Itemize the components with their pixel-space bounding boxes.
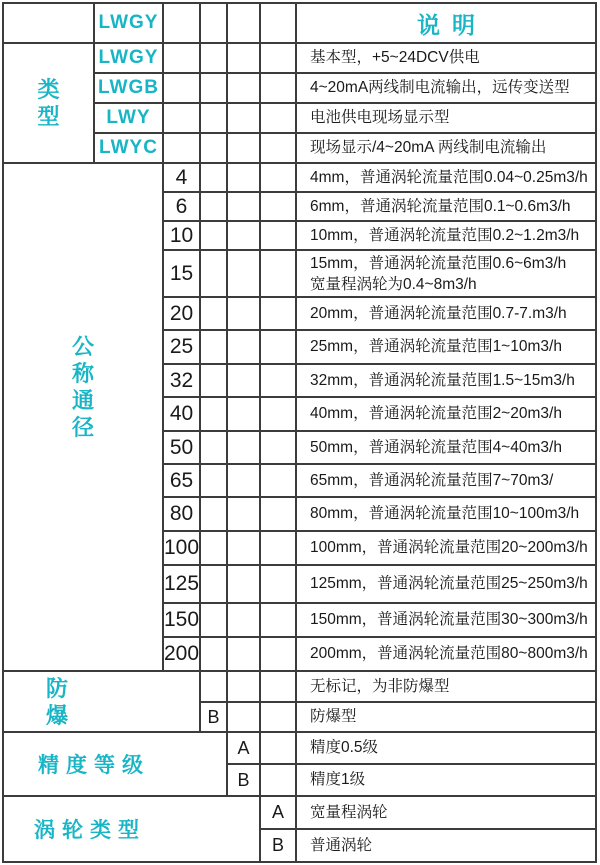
- empty-cell: [201, 164, 228, 193]
- empty-cell: [261, 638, 297, 672]
- empty-cell: [201, 398, 228, 432]
- accuracy-description: 精度1级: [297, 765, 595, 797]
- diameter-description: 32mm，普通涡轮流量范围1.5~15m3/h: [297, 365, 595, 398]
- type-code: LWGY: [95, 44, 164, 74]
- empty-cell: [164, 74, 201, 104]
- diameter-value: 100: [164, 532, 201, 566]
- empty-cell: [261, 193, 297, 222]
- empty-cell: [261, 331, 297, 365]
- empty-cell: [228, 365, 261, 398]
- empty-cell: [201, 44, 228, 74]
- empty-cell: [261, 703, 297, 733]
- explosion-code: [201, 672, 228, 703]
- section-label-turbine: [4, 797, 261, 861]
- empty-cell: [261, 251, 297, 298]
- empty-cell: [201, 331, 228, 365]
- type-description: 现场显示/4~20mA 两线制电流输出: [297, 134, 595, 164]
- type-description: 电池供电现场显示型: [297, 104, 595, 134]
- empty-cell: [201, 104, 228, 134]
- section-label-diameter-text: 公称通径: [71, 334, 94, 440]
- diameter-value: 10: [164, 222, 201, 251]
- turbine-code: B: [261, 830, 297, 861]
- empty-cell: [228, 672, 261, 703]
- empty-cell: [261, 765, 297, 797]
- empty-cell: [201, 365, 228, 398]
- empty-cell: [261, 164, 297, 193]
- accuracy-code: A: [228, 733, 261, 765]
- empty-cell: [228, 4, 261, 44]
- empty-cell: [164, 104, 201, 134]
- diameter-description: 150mm，普通涡轮流量范围30~300m3/h: [297, 604, 595, 638]
- empty-cell: [228, 432, 261, 465]
- empty-cell: [228, 703, 261, 733]
- empty-cell: [261, 74, 297, 104]
- type-code: LWYC: [95, 134, 164, 164]
- diameter-description: 50mm，普通涡轮流量范围4~40m3/h: [297, 432, 595, 465]
- empty-cell: [228, 604, 261, 638]
- empty-cell: [201, 134, 228, 164]
- diameter-value: 20: [164, 298, 201, 331]
- empty-cell: [228, 398, 261, 432]
- empty-cell: [261, 365, 297, 398]
- empty-cell: [228, 74, 261, 104]
- diameter-description-line2: 宽量程涡轮为0.4~8m3/h: [310, 275, 477, 293]
- type-code: LWGB: [95, 74, 164, 104]
- empty-cell: [228, 222, 261, 251]
- diameter-description: 10mm，普通涡轮流量范围0.2~1.2m3/h: [297, 222, 595, 251]
- turbine-description: 普通涡轮: [297, 830, 595, 861]
- empty-cell: [261, 532, 297, 566]
- empty-cell: [261, 398, 297, 432]
- empty-cell: [261, 498, 297, 532]
- empty-cell: [201, 222, 228, 251]
- turbine-description: 宽量程涡轮: [297, 797, 595, 830]
- section-label-explosion: [4, 672, 201, 733]
- diameter-value: 25: [164, 331, 201, 365]
- diameter-description: 65mm，普通涡轮流量范围7~70m3/: [297, 465, 595, 498]
- description-header: 说明: [297, 4, 595, 44]
- section-label-explosion-text: 防爆: [45, 675, 68, 728]
- empty-cell: [261, 222, 297, 251]
- diameter-description: 100mm，普通涡轮流量范围20~200m3/h: [297, 532, 595, 566]
- accuracy-description: 精度0.5级: [297, 733, 595, 765]
- empty-cell: [201, 566, 228, 604]
- empty-cell: [228, 251, 261, 298]
- empty-cell: [201, 4, 228, 44]
- type-description: 4~20mA两线制电流输出，远传变送型: [297, 74, 595, 104]
- empty-cell: [201, 532, 228, 566]
- empty-cell: [261, 566, 297, 604]
- type-description: 基本型，+5~24DCV供电: [297, 44, 595, 74]
- empty-cell: [201, 604, 228, 638]
- empty-cell: [164, 4, 201, 44]
- empty-cell: [261, 298, 297, 331]
- section-label-type: [4, 44, 95, 164]
- diameter-value: 6: [164, 193, 201, 222]
- diameter-description: 80mm，普通涡轮流量范围10~100m3/h: [297, 498, 595, 532]
- diameter-description: 6mm，普通涡轮流量范围0.1~0.6m3/h: [297, 193, 595, 222]
- empty-cell: [228, 298, 261, 331]
- empty-cell: [228, 164, 261, 193]
- diameter-value: 200: [164, 638, 201, 672]
- explosion-description: 防爆型: [297, 703, 595, 733]
- empty-cell: [228, 638, 261, 672]
- empty-cell: [261, 604, 297, 638]
- explosion-code: B: [201, 703, 228, 733]
- type-code: LWY: [95, 104, 164, 134]
- empty-cell: [201, 193, 228, 222]
- empty-cell: [261, 44, 297, 74]
- empty-cell: [261, 432, 297, 465]
- diameter-value: 32: [164, 365, 201, 398]
- section-label-type-text: 类型: [37, 77, 60, 129]
- empty-cell: [201, 251, 228, 298]
- section-label-diameter: [4, 164, 164, 672]
- diameter-value: 50: [164, 432, 201, 465]
- empty-cell: [228, 498, 261, 532]
- diameter-description: 40mm，普通涡轮流量范围2~20m3/h: [297, 398, 595, 432]
- spec-table: [2, 2, 597, 863]
- diameter-value: 40: [164, 398, 201, 432]
- empty-cell: [4, 4, 95, 44]
- section-label-accuracy: [4, 733, 228, 797]
- diameter-description: 125mm，普通涡轮流量范围25~250m3/h: [297, 566, 595, 604]
- empty-cell: [201, 432, 228, 465]
- accuracy-code: B: [228, 765, 261, 797]
- diameter-value: 15: [164, 251, 201, 298]
- empty-cell: [201, 638, 228, 672]
- section-label-turbine-text: 涡轮类型: [34, 819, 146, 842]
- diameter-value: 65: [164, 465, 201, 498]
- diameter-description: 200mm，普通涡轮流量范围80~800m3/h: [297, 638, 595, 672]
- empty-cell: [201, 465, 228, 498]
- empty-cell: [228, 331, 261, 365]
- model-code-header: LWGY: [95, 4, 164, 44]
- diameter-value: 125: [164, 566, 201, 604]
- empty-cell: [261, 672, 297, 703]
- section-label-accuracy-text: 精度等级: [38, 754, 150, 777]
- diameter-description: [297, 251, 595, 298]
- diameter-description: 25mm，普通涡轮流量范围1~10m3/h: [297, 331, 595, 365]
- empty-cell: [228, 44, 261, 74]
- empty-cell: [201, 298, 228, 331]
- diameter-value: 150: [164, 604, 201, 638]
- diameter-value: 4: [164, 164, 201, 193]
- empty-cell: [201, 74, 228, 104]
- diameter-description: 4mm，普通涡轮流量范围0.04~0.25m3/h: [297, 164, 595, 193]
- empty-cell: [261, 4, 297, 44]
- empty-cell: [228, 465, 261, 498]
- explosion-description: 无标记，为非防爆型: [297, 672, 595, 703]
- empty-cell: [228, 134, 261, 164]
- empty-cell: [261, 733, 297, 765]
- turbine-code: A: [261, 797, 297, 830]
- empty-cell: [228, 193, 261, 222]
- empty-cell: [201, 498, 228, 532]
- diameter-value: 80: [164, 498, 201, 532]
- empty-cell: [164, 134, 201, 164]
- empty-cell: [228, 566, 261, 604]
- empty-cell: [261, 465, 297, 498]
- empty-cell: [228, 104, 261, 134]
- empty-cell: [261, 134, 297, 164]
- diameter-description-line1: 15mm，普通涡轮流量范围0.6~6m3/h: [310, 254, 567, 272]
- diameter-description: 20mm，普通涡轮流量范围0.7-7.m3/h: [297, 298, 595, 331]
- empty-cell: [228, 532, 261, 566]
- empty-cell: [261, 104, 297, 134]
- empty-cell: [164, 44, 201, 74]
